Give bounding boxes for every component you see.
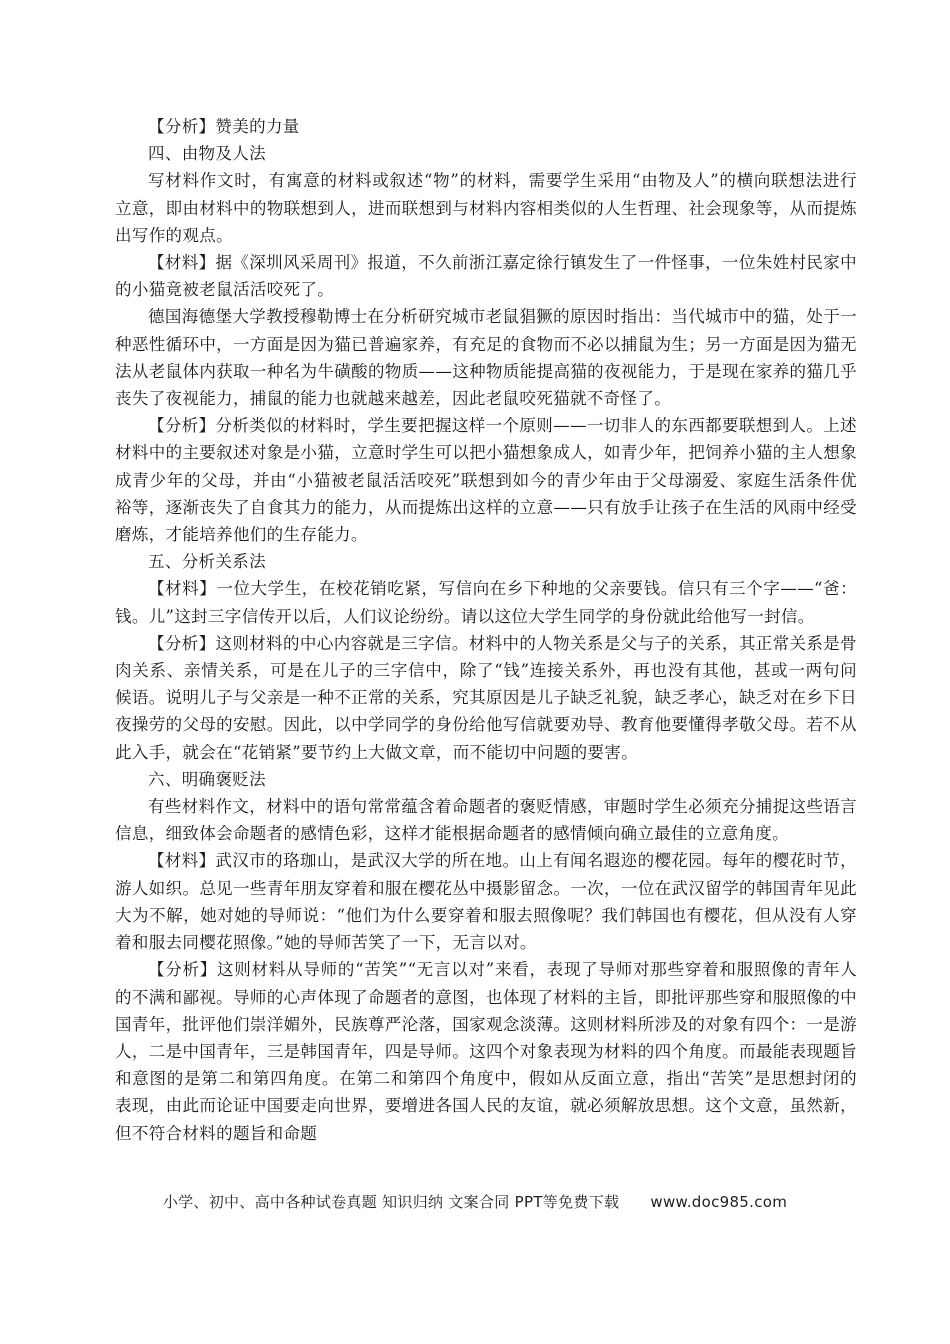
material-paragraph: 【材料】据《深圳风采周刊》报道，不久前浙江嘉定徐行镇发生了一件怪事，一位朱姓村民家中的小猫竟被老鼠活活咬死了。: [115, 253, 857, 300]
section-heading: 五、分析关系法: [148, 552, 266, 572]
analysis-paragraph: 【分析】这则材料的中心内容就是三字信。材料中的人物关系是父与子的关系，其正常关系是骨肉关系、亲情关系，可是在儿子的三字信中，除了“钱”连接关系外，再也没有其他，甚或一两句问候语。说明儿子与父亲是一种不正常的关系，究其原因是儿子缺乏礼貌，缺乏孝心，缺乏对在乡下日夜操劳的父母的安慰。因此，以中学同学的身份给他写信就要劝导、教育他要懂得孝敬父母。若不从此入手，就会在“花销紧”要节约上大做文章，而不能切中问题的要害。: [115, 633, 857, 762]
analysis-paragraph: 【分析】赞美的力量: [148, 117, 300, 136]
material-paragraph: 【材料】一位大学生，在校花销吃紧，写信向在乡下种地的父亲要钱。信只有三个字——“爸：钱。儿”这封三字信传开以后，人们议论纷纷。请以这位大学生同学的身份就此给他写一封信。: [115, 579, 857, 626]
material-paragraph: 【材料】武汉市的珞珈山，是武汉大学的所在地。山上有闻名遐迩的樱花园。每年的樱花时节，游人如织。总见一些青年朋友穿着和服在樱花丛中摄影留念。一次，一位在武汉留学的韩国青年见此大为不解，她对她的导师说：“他们为什么要穿着和服去照像呢？我们韩国也有樱花，但从没有人穿着和服去同樱花照像。”她的导师苦笑了一下，无言以对。: [115, 851, 857, 953]
body-paragraph: 德国海德堡大学教授穆勒博士在分析研究城市老鼠猖獗的原因时指出：当代城市中的猫，处于一种恶性循环中，一方面是因为猫已普遍家养，有充足的食物而不必以捕鼠为生；另一方面是因为猫无法从老鼠体内获取一种名为牛磺酸的物质——这种物质能提高猫的夜视能力，于是现在家养的猫几乎丧失了夜视能力，捕鼠的能力也就越来越差，因此老鼠咬死猫就不奇怪了。: [115, 307, 857, 409]
section-heading: 四、由物及人法: [148, 144, 266, 164]
footer-text: 小学、初中、高中各种试卷真题 知识归纳 文案合同 PPT等免费下载: [162, 1193, 620, 1211]
section-heading: 六、明确褒贬法: [148, 769, 266, 789]
analysis-paragraph: 【分析】这则材料从导师的“苦笑”“无言以对”来看，表现了导师对那些穿着和服照像的青年人的不满和鄙视。导师的心声体现了命题者的意图，也体现了材料的主旨，即批评那些穿和服照像的中国青年，批评他们崇洋媚外，民族尊严沦落，国家观念淡薄。这则材料所涉及的对象有四个：一是游人，二是中国青年，三是韩国青年，四是导师。这四个对象表现为材料的四个角度。而最能表现题旨和意图的是第二和第四角度。在第二和第四个角度中，假如从反面立意，指出“苦笑”是思想封闭的表现，由此而论证中国要走向世界，要增进各国人民的友谊，就必须解放思想。这个文意，虽然新，但不符合材料的题旨和命题: [115, 960, 857, 1143]
analysis-paragraph: 【分析】分析类似的材料时，学生要把握这样一个原则——一切非人的东西都要联想到人。上述材料中的主要叙述对象是小猫，立意时学生可以把小猫想象成人，如青少年，把饲养小猫的主人想象成青少年的父母，并由“小猫被老鼠活活咬死”联想到如今的青少年由于父母溺爱、家庭生活条件优裕等，逐渐丧失了自食其力的能力，从而提炼出这样的立意——只有放手让孩子在生活的风雨中经受磨炼，才能培养他们的生存能力。: [115, 416, 857, 545]
body-paragraph: 写材料作文时，有寓意的材料或叙述“物”的材料，需要学生采用“由物及人”的横向联想法进行立意，即由材料中的物联想到人，进而联想到与材料内容相类似的人生哲理、社会现象等，从而提炼出写作的观点。: [115, 171, 857, 245]
page-footer: [0, 1191, 950, 1212]
document-body: [115, 113, 857, 1147]
footer-site-link[interactable]: www.doc985.com: [650, 1193, 788, 1211]
body-paragraph: 有些材料作文，材料中的语句常常蕴含着命题者的褒贬情感，审题时学生必须充分捕捉这些语言信息，细致体会命题者的感情色彩，这样才能根据命题者的感情倾向确立最佳的立意角度。: [115, 797, 857, 844]
